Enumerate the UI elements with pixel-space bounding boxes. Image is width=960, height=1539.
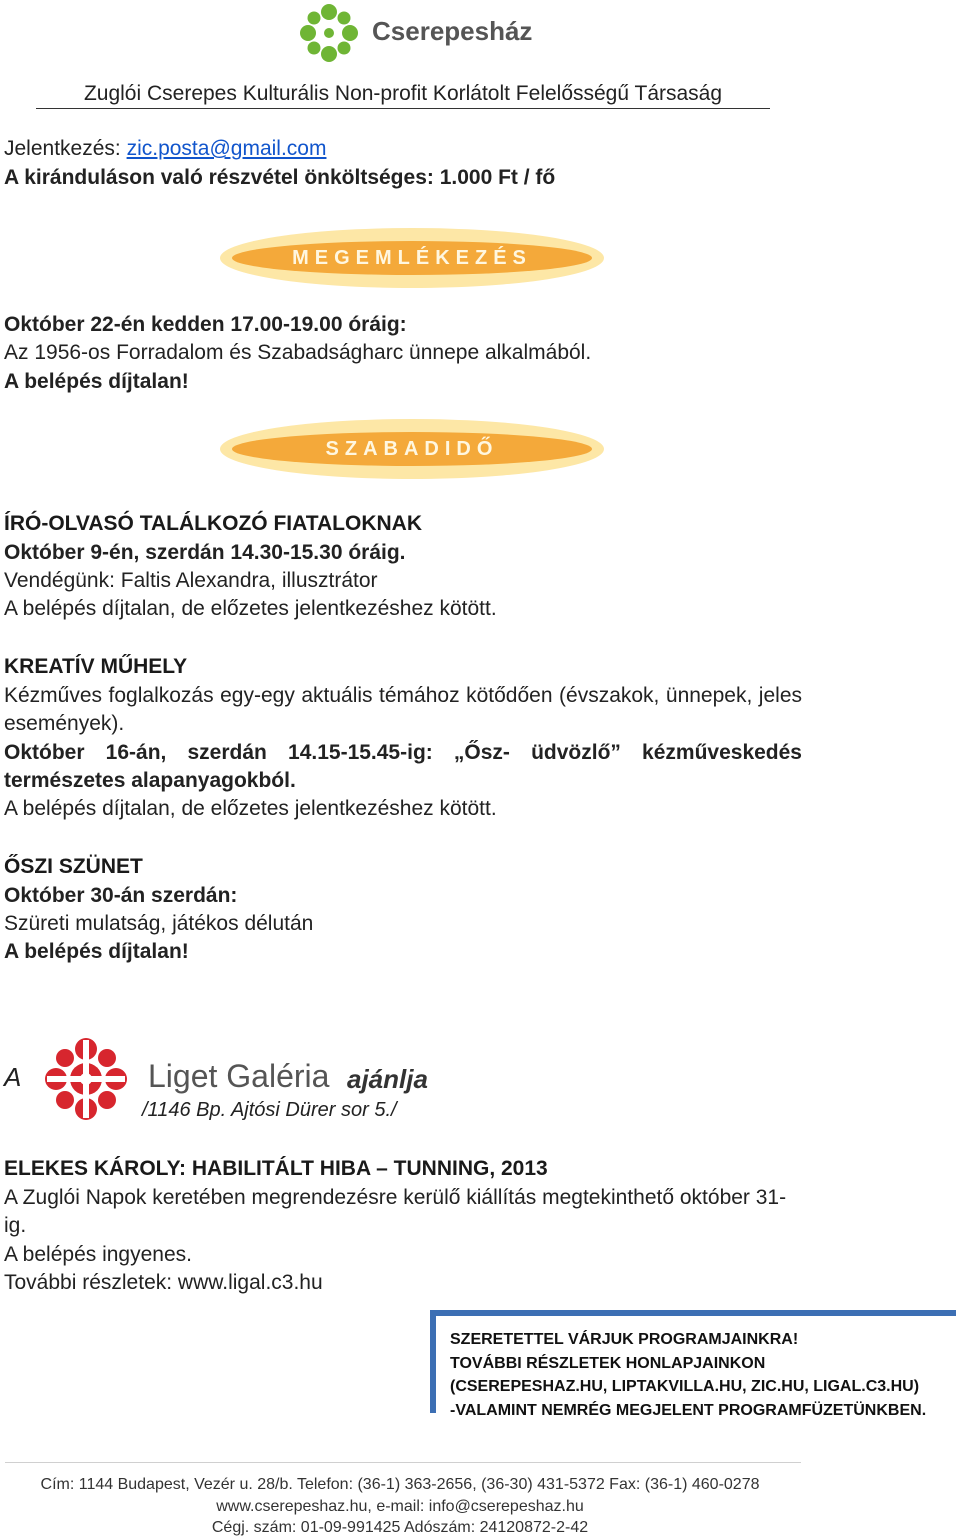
- registration-label: Jelentkezés:: [4, 137, 127, 160]
- event-title-iro-olvaso: ÍRÓ-OLVASÓ TALÁLKOZÓ FIATALOKNAK: [4, 512, 423, 535]
- szabadido-banner: [218, 418, 606, 480]
- notice-line: -VALAMINT NEMRÉG MEGJELENT PROGRAMFÜZETÜNKBEN.: [450, 1401, 927, 1419]
- event-title-oszi-szunet: ŐSZI SZÜNET: [4, 855, 143, 878]
- logo-text: Cserepesház: [372, 16, 533, 46]
- liget-recommends: ajánlja: [347, 1064, 428, 1094]
- event-date-oszi-szunet: Október 30-án szerdán:: [4, 884, 238, 907]
- megemlekezes-banner: [218, 227, 606, 289]
- event-date-iro-olvaso: Október 9-én, szerdán 14.30-15.30 óráig.: [4, 541, 406, 564]
- liget-galeria-name: Liget Galéria: [148, 1058, 330, 1094]
- footer-company: Cégj. szám: 01-09-991425 Adószám: 24120872-2-42: [211, 1519, 589, 1536]
- event-entry-kreativ: A belépés díjtalan, de előzetes jelentkezéshez kötött.: [4, 797, 497, 820]
- exhibition-title: ELEKES KÁROLY: HABILITÁLT HIBA – TUNNING, 2013: [4, 1157, 548, 1180]
- event-guest-iro-olvaso: Vendégünk: Faltis Alexandra, illusztrátor: [4, 569, 378, 592]
- event-title-kreativ: KREATÍV MŰHELY: [4, 655, 188, 678]
- commemoration-date: Október 22-én kedden 17.00-19.00 óráig:: [4, 313, 407, 336]
- exhibition-description: A Zuglói Napok keretében megrendezésre kerülő kiállítás megtekinthető október 31-ig.: [4, 1186, 787, 1237]
- footer-web: www.cserepeshaz.hu, e-mail: info@cserepeshaz.hu: [216, 1498, 584, 1515]
- footer-divider: [5, 1462, 801, 1463]
- liget-galeria-logo-icon: [43, 1036, 129, 1122]
- event-description-oszi-szunet: Szüreti mulatság, játékos délután: [4, 912, 314, 935]
- liget-address: /1146 Bp. Ajtósi Dürer sor 5./: [142, 1099, 397, 1121]
- exhibition-more: További részletek: www.ligal.c3.hu: [4, 1271, 323, 1294]
- event-entry-iro-olvaso: A belépés díjtalan, de előzetes jelentkezéshez kötött.: [4, 597, 497, 620]
- cserepeshaz-logo: [298, 2, 533, 66]
- notice-line: TOVÁBBI RÉSZLETEK HONLAPJAINKON: [450, 1354, 766, 1372]
- notice-box: [430, 1310, 956, 1419]
- registration-line: [4, 135, 326, 163]
- notice-line: SZERETETTEL VÁRJUK PROGRAMJAINKRA!: [450, 1331, 799, 1348]
- event-entry-oszi-szunet: A belépés díjtalan!: [4, 940, 189, 963]
- footer-address: Cím: 1144 Budapest, Vezér u. 28/b. Telefon: (36-1) 363-2656, (36-30) 431-5372 Fax: (36-1) 460-0278: [40, 1476, 760, 1493]
- flower-logo-icon: [298, 2, 360, 64]
- registration-email-link[interactable]: zic.posta@gmail.com: [126, 137, 327, 160]
- exhibition-entry: A belépés ingyenes.: [4, 1243, 192, 1266]
- organization-name-text: Zuglói Cserepes Kulturális Non-profit Korlátolt Felelősségű Társaság: [83, 82, 723, 105]
- szabadido-banner-label: SZABADIDŐ: [325, 437, 499, 460]
- excursion-fee: A kiránduláson való részvétel önköltséges: 1.000 Ft / fő: [4, 166, 556, 189]
- commemoration-entry: A belépés díjtalan!: [4, 370, 189, 393]
- event-date-kreativ: Október 16-án, szerdán 14.15-15.45-ig: „Ősz- üdvözlő” kézműveskedés természetes alapanyagokból.: [4, 741, 802, 792]
- megemlekezes-banner-label: MEGEMLÉKEZÉS: [292, 246, 532, 269]
- liget-prefix: A: [4, 1062, 22, 1092]
- organization-name: [36, 80, 770, 109]
- event-description-kreativ: Kézműves foglalkozás egy-egy aktuális témához kötődően (évszakok, ünnepek, jeles események).: [4, 684, 802, 735]
- notice-line: (CSEREPESHAZ.HU, LIPTAKVILLA.HU, ZIC.HU, LIGAL.C3.HU): [450, 1378, 920, 1395]
- commemoration-description: Az 1956-os Forradalom és Szabadságharc ünnepe alkalmából.: [4, 341, 592, 364]
